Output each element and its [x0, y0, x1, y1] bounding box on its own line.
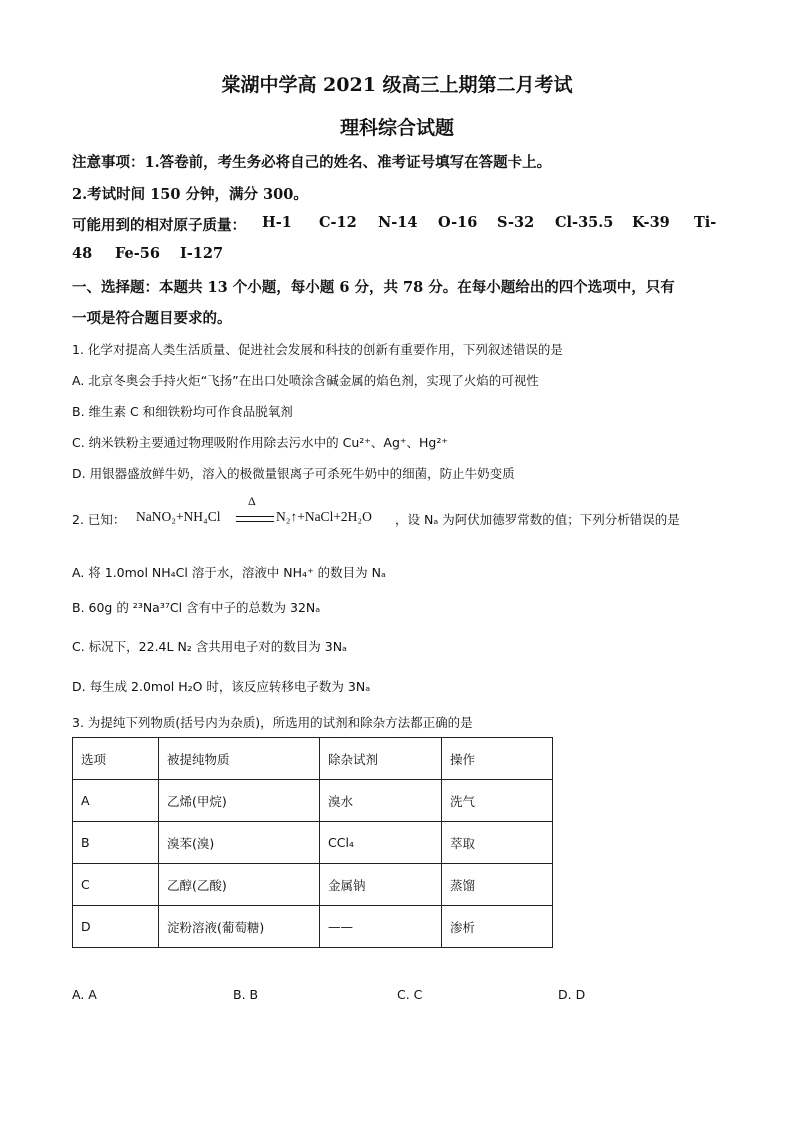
q2-heat-condition: Δ [248, 494, 256, 508]
table-cell: 淀粉溶液(葡萄糖) [159, 906, 320, 948]
q2-equation-left: NaNO₂+NH₄Cl [136, 509, 221, 524]
table-cell: D [73, 906, 159, 948]
q2-equation-sign [236, 516, 274, 522]
table-cell: 洗气 [442, 780, 553, 822]
mass-item: H-1 [262, 214, 292, 231]
table-row [73, 822, 553, 864]
q2-option-c: C. 标况下，22.4L N₂ 含共用电子对的数目为 3Nₐ [72, 639, 347, 654]
table-header-cell: 选项 [73, 738, 159, 780]
mass-item: Fe-56 [115, 245, 160, 262]
table-header-cell: 操作 [442, 738, 553, 780]
notes-line-2: 2.考试时间 150 分钟，满分 300。 [72, 186, 308, 203]
q3-answer-choices [0, 987, 794, 1007]
mass-item: C-12 [319, 214, 357, 231]
table-cell: 萃取 [442, 822, 553, 864]
mass-item: S-32 [497, 214, 535, 231]
table-row [73, 780, 553, 822]
mass-item: K-39 [632, 214, 670, 231]
q2-suffix: ，设 Nₐ 为阿伏加德罗常数的值；下列分析错误的是 [395, 512, 680, 527]
section-heading-line-2: 一项是符合题目要求的。 [72, 310, 232, 327]
table-cell: C [73, 864, 159, 906]
q2-equation-right: N₂↑+NaCl+2H₂O [276, 509, 372, 524]
q2-stem [72, 496, 732, 532]
mass-item: Ti- [694, 214, 717, 231]
q2-prefix: 2. 已知： [72, 512, 126, 527]
table-cell: 乙烯(甲烷) [159, 780, 320, 822]
q1-option-a: A. 北京冬奥会手持火炬“飞扬”在出口处喷涂含碱金属的焰色剂，实现了火焰的可视性 [72, 373, 539, 388]
table-cell: 蒸馏 [442, 864, 553, 906]
answer-choice: A. A [72, 987, 97, 1002]
table-cell: 乙醇(乙酸) [159, 864, 320, 906]
q1-stem: 1. 化学对提高人类生活质量、促进社会发展和科技的创新有重要作用，下列叙述错误的是 [72, 342, 563, 357]
table-row [73, 864, 553, 906]
section-heading-line-1: 一、选择题：本题共 13 个小题，每小题 6 分，共 78 分。在每小题给出的四个选项中，只有 [72, 279, 675, 296]
atomic-masses-row [0, 214, 794, 234]
table-cell: 溴苯(溴) [159, 822, 320, 864]
q3-options-table [72, 737, 553, 948]
exam-title: 棠湖中学高 2021 级高三上期第二月考试 [221, 74, 573, 96]
table-row [73, 906, 553, 948]
mass-item: I-127 [180, 245, 224, 262]
table-header-cell: 被提纯物质 [159, 738, 320, 780]
masses-label: 可能用到的相对原子质量： [72, 217, 246, 234]
table-cell: 渗析 [442, 906, 553, 948]
q2-option-b: B. 60g 的 ²³Na³⁷Cl 含有中子的总数为 32Nₐ [72, 600, 321, 615]
answer-choice: B. B [233, 987, 259, 1002]
table-header-row [73, 738, 553, 780]
table-header-cell: 除杂试剂 [320, 738, 442, 780]
atomic-masses-row-2 [0, 245, 794, 265]
table-cell: CCl₄ [320, 822, 442, 864]
table-cell: —— [320, 906, 442, 948]
notes-line-1: 注意事项：1.答卷前，考生务必将自己的姓名、准考证号填写在答题卡上。 [72, 154, 552, 171]
mass-item: O-16 [438, 214, 478, 231]
answer-choice: C. C [397, 987, 423, 1002]
q2-option-a: A. 将 1.0mol NH₄Cl 溶于水，溶液中 NH₄⁺ 的数目为 Nₐ [72, 565, 386, 580]
q2-option-d: D. 每生成 2.0mol H₂O 时，该反应转移电子数为 3Nₐ [72, 679, 371, 694]
answer-choice: D. D [558, 987, 586, 1002]
table-cell: B [73, 822, 159, 864]
table-cell: A [73, 780, 159, 822]
q1-option-d: D. 用银器盛放鲜牛奶，溶入的极微量银离子可杀死牛奶中的细菌，防止牛奶变质 [72, 466, 515, 481]
table-cell: 金属钠 [320, 864, 442, 906]
table-cell: 溴水 [320, 780, 442, 822]
mass-item: 48 [72, 245, 93, 262]
mass-item: N-14 [378, 214, 418, 231]
q3-stem: 3. 为提纯下列物质(括号内为杂质)，所选用的试剂和除杂方法都正确的是 [72, 715, 473, 730]
q1-option-c: C. 纳米铁粉主要通过物理吸附作用除去污水中的 Cu²⁺、Ag⁺、Hg²⁺ [72, 435, 448, 450]
mass-item: Cl-35.5 [555, 214, 614, 231]
q1-option-b: B. 维生素 C 和细铁粉均可作食品脱氧剂 [72, 404, 293, 419]
exam-subtitle: 理科综合试题 [339, 117, 454, 139]
